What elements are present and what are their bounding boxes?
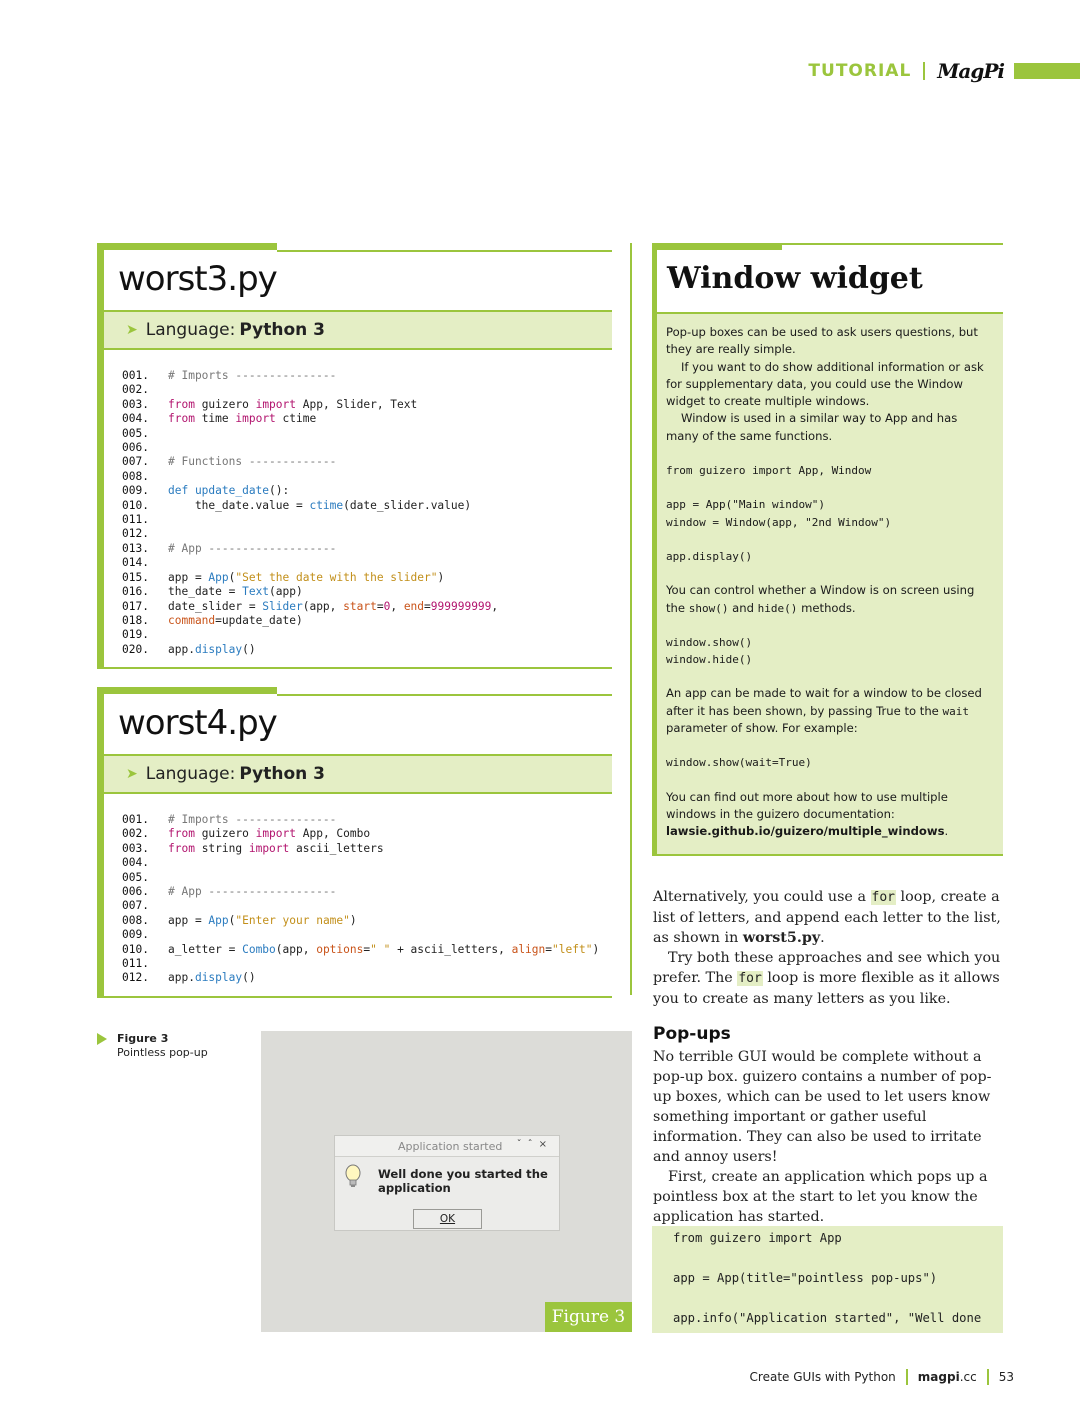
worst4-title: worst4.py: [118, 703, 277, 743]
code-line: window.hide(): [666, 653, 753, 667]
worst3-code: 001. # Imports --------------- 002. 003. from guizero import App, Slider, Text 004. from time import ctime 005. 006. 007. # Functions ------------- 008. 009. def update_date(): 010. the_date.value = ctime(date_slider.value) 011. 012. 013. # App ------------------- 014. 015. app = App("Set the date with the slider") 016. the_date = Text(app) 017. date_slider = Slider(app, start=0, end=999999999, 018. command=update_date) 019. 020. app.display(): [122, 369, 499, 656]
footer-topic: Create GUIs with Python: [749, 1370, 896, 1384]
section-heading: Pop-ups: [653, 1024, 731, 1044]
magpi-logo: MagPi: [937, 59, 1004, 83]
article-paragraph: First, create an application which pops up a pointless box at the start to let you know the application has started.: [653, 1169, 988, 1225]
code-line: window.show(wait=True): [666, 756, 812, 770]
boxout-paragraph: Pop-up boxes can be used to ask users questions, but they are really simple.: [666, 325, 978, 357]
boxout-paragraph: An app can be made to wait for a window to be closed after it has been shown, by passing True to the wait parameter of show. For example:: [666, 686, 982, 736]
header-divider: [923, 62, 925, 80]
header-accent-bar: [1014, 63, 1080, 79]
worst4-language-bar: ➤ Language: Python 3: [104, 754, 612, 794]
documentation-link[interactable]: lawsie.github.io/guizero/multiple_windows: [666, 824, 945, 839]
code-line: from guizero import App, Window: [666, 464, 872, 478]
article-paragraph: Alternatively, you could use a for loop, create a list of letters, and append each letter to the list, as shown in worst5.py.: [653, 889, 1001, 946]
code-snippet: from guizero import App app = App(title="pointless pop-ups") app.info("Application started", "Well done: [652, 1226, 1003, 1333]
chevron-right-icon: ➤: [126, 766, 138, 782]
boxout-paragraph: If you want to do show additional information or ask for supplementary data, you could use the Window widget to create multiple windows.: [666, 359, 984, 409]
boxout-title: Window widget: [667, 261, 923, 296]
boxout-paragraph: Window is used in a similar way to App and has many of the same functions.: [666, 411, 958, 443]
window-widget-boxout: [652, 243, 1003, 856]
lightbulb-icon: [343, 1164, 363, 1190]
popup-dialog: [334, 1135, 560, 1231]
worst3-language-bar: ➤ Language: Python 3: [104, 310, 612, 350]
boxout-paragraph: You can control whether a Window is on screen using the show() and hide() methods.: [666, 583, 975, 615]
article-paragraph: No terrible GUI would be complete without a pop-up box. guizero contains a number of pop-up boxes, which can be used to let users know something important or gather useful information. They can also be used to irritate and annoy users!: [653, 1049, 992, 1165]
window-controls-icon[interactable]: ˇˆ×: [516, 1139, 553, 1150]
code-line: app = App("Main window"): [666, 498, 825, 512]
footer-site: magpi.cc: [917, 1370, 977, 1384]
worst3-title: worst3.py: [118, 259, 277, 299]
chevron-right-icon: ➤: [126, 322, 138, 338]
article-text-top: [653, 887, 1005, 1009]
worst3-language: Python 3: [239, 320, 325, 340]
page-footer: [750, 1368, 1014, 1386]
article-paragraph: Try both these approaches and see which you prefer. The for loop is more flexible as it allows you to create as many letters as you like.: [653, 950, 1001, 1007]
worst4-code: 001. # Imports --------------- 002. from guizero import App, Combo 003. from string import ascii_letters 004. 005. 006. # App ------------------- 007. 008. app = App("Enter your name") 009. 010. a_letter = Combo(app, options=" " + ascii_letters, align="left") 011. 012. app.display(): [122, 813, 600, 985]
article-text-bottom: [653, 1047, 1005, 1227]
ok-button[interactable]: OK: [413, 1209, 482, 1229]
section-label: TUTORIAL: [808, 61, 912, 81]
boxout-paragraph: You can find out more about how to use multiple windows in the guizero documentation: lawsie.github.io/guizero/multiple_windows.: [666, 789, 949, 839]
column-divider: [630, 243, 632, 995]
boxout-body: [657, 312, 1003, 856]
worst4-language: Python 3: [239, 764, 325, 784]
worst3-code-box: [97, 243, 612, 669]
page-number: 53: [998, 1370, 1014, 1384]
dialog-message: Well done you started the application: [378, 1167, 548, 1195]
caption-arrow-icon: [97, 1033, 107, 1045]
worst4-code-box: [97, 687, 612, 998]
page-header: [808, 60, 1080, 82]
figure-3-screenshot: [261, 1031, 632, 1332]
code-line: app.display(): [666, 549, 753, 563]
code-line: window.show(): [666, 635, 753, 649]
figure-label: Figure 3: [545, 1302, 632, 1332]
dialog-titlebar: Application started ˇˆ×: [335, 1136, 559, 1157]
code-line: window = Window(app, "2nd Window"): [666, 515, 892, 529]
